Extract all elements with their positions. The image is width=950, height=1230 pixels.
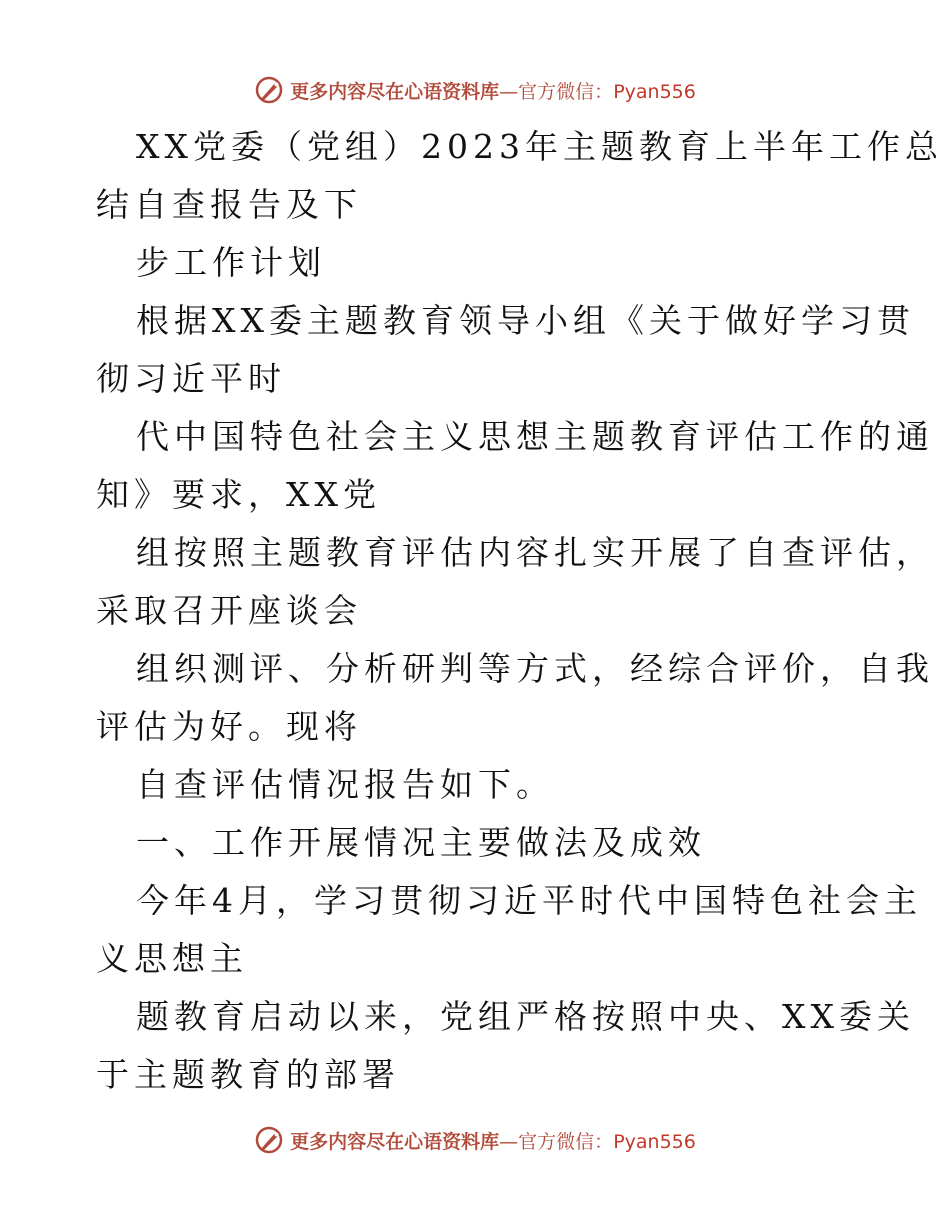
- document-line: 知》要求，XX党: [96, 475, 381, 514]
- footer-watermark-banner: [0, 1120, 950, 1160]
- watermark-official-label: 官方微信：: [518, 80, 614, 103]
- document-line: 步工作计划: [136, 243, 326, 282]
- watermark-site-text: 更多内容尽在心语资料库: [290, 80, 500, 103]
- document-line: 彻习近平时: [96, 359, 286, 398]
- document-line: 题教育启动以来，党组严格按照中央、XX委关: [136, 997, 915, 1036]
- document-line: 今年4月，学习贯彻习近平时代中国特色社会主: [136, 881, 922, 920]
- watermark-dash: —: [499, 80, 519, 103]
- watermark-handle: Pyan556: [613, 80, 696, 103]
- watermark-handle: Pyan556: [613, 1130, 696, 1153]
- document-line: 代中国特色社会主义思想主题教育评估工作的通: [136, 417, 934, 456]
- document-line: 自查评估情况报告如下。: [136, 765, 554, 804]
- document-line: 义思想主: [96, 939, 248, 978]
- watermark-site-text: 更多内容尽在心语资料库: [290, 1130, 500, 1153]
- document-line: 组按照主题教育评估内容扎实开展了自查评估，: [136, 533, 934, 572]
- document-line: 根据XX委主题教育领导小组《关于做好学习贯: [136, 301, 915, 340]
- document-line: 于主题教育的部署: [96, 1055, 400, 1094]
- document-line: XX党委（党组）2023年主题教育上半年工作总: [136, 127, 943, 166]
- watermark-text: [290, 77, 696, 104]
- header-watermark-banner: [0, 70, 950, 110]
- watermark-text: [290, 1127, 696, 1154]
- watermark-official-label: 官方微信：: [518, 1130, 614, 1153]
- document-line: 结自查报告及下: [96, 185, 362, 224]
- document-line: 组织测评、分析研判等方式，经综合评价，自我: [136, 649, 934, 688]
- document-body: [96, 118, 943, 1104]
- document-line: 一、工作开展情况主要做法及成效: [136, 823, 706, 862]
- document-line: 评估为好。现将: [96, 707, 362, 746]
- document-line: 采取召开座谈会: [96, 591, 362, 630]
- quill-pen-circle-icon: [254, 1125, 284, 1155]
- watermark-dash: —: [499, 1130, 519, 1153]
- quill-pen-circle-icon: [254, 75, 284, 105]
